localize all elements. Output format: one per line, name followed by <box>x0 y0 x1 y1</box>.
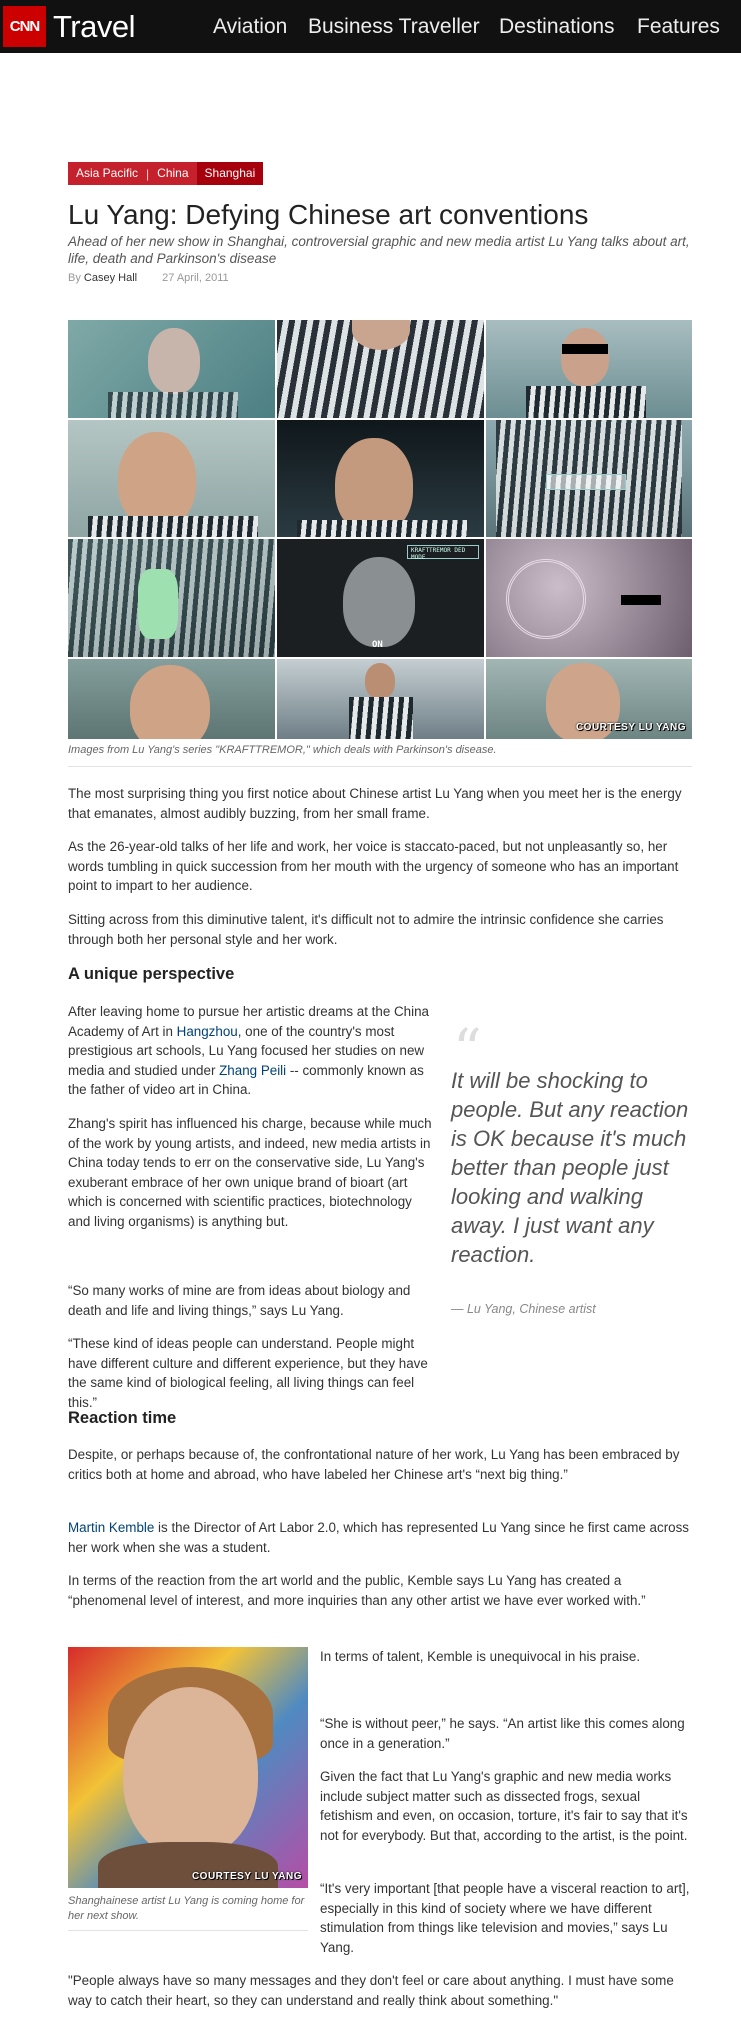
face-shape <box>130 665 210 739</box>
hud-label: KRAFTTREMOR DED MODE <box>407 545 479 559</box>
grid-image-5 <box>277 420 484 537</box>
section-heading-reaction-time: Reaction time <box>68 1409 177 1427</box>
chin-shape <box>352 320 410 350</box>
text-span: is the Director of Art Labor 2.0, which has represented Lu Yang since he first came across her work when she was a student. <box>68 1520 689 1555</box>
grid-image-3 <box>486 320 692 418</box>
shirt-shape <box>526 386 646 418</box>
nav-destinations[interactable]: Destinations <box>499 15 615 38</box>
text-span: After leaving home to pursue her artistic dreams at the China Academy of Art in <box>68 1004 429 1039</box>
link-hangzhou[interactable]: Hangzhou <box>176 1023 238 1039</box>
paragraph-4 <box>68 1002 435 1100</box>
breadcrumb <box>68 162 263 185</box>
nav-features[interactable]: Features <box>637 15 720 38</box>
face-shape <box>148 328 200 394</box>
grid-image-9 <box>486 539 692 657</box>
face-shape <box>118 432 196 528</box>
shirt-shape <box>88 516 258 537</box>
paragraph-3: Sitting across from this diminutive talent, it's difficult not to admire the intrinsic confidence she carries through both her personal style and her work. <box>68 912 664 947</box>
hud-on-label: ON <box>372 640 383 650</box>
paragraph-8: Despite, or perhaps because of, the confrontational nature of her work, Lu Yang has been embraced by critics both at home and abroad, who have labeled her Chinese art's “next big thing.” <box>68 1447 680 1482</box>
image-caption: Images from Lu Yang's series "KRAFTTREMOR," which deals with Parkinson's disease. <box>68 744 497 756</box>
paragraph-15: "People always have so many messages and they don't feel or care about anything. I must have some way to catch their heart, so they can understand and really think about something." <box>68 1973 674 2008</box>
cnn-logo[interactable]: CNN <box>3 6 46 47</box>
quote-mark-icon: “ <box>453 1018 482 1083</box>
paragraph-1: The most surprising thing you first notice about Chinese artist Lu Yang when you meet her is the energy that emanates, almost audibly buzzing, from her small frame. <box>68 786 682 821</box>
paragraph-7: “These kind of ideas people can understand. People might have different culture and different experience, but they have the same kind of biological feeling, all living things can feel this.” <box>68 1336 428 1410</box>
grid-image-12 <box>486 659 692 739</box>
tag-separator: | <box>146 166 150 181</box>
grid-image-7 <box>68 539 275 657</box>
paragraph-14: “It's very important [that people have a visceral reaction to art], especially in this kind of society where we have different stimulation from things like television and movies,” says Lu Yang. <box>320 1881 690 1955</box>
nav-business-traveller[interactable]: Business Traveller <box>308 15 480 38</box>
divider <box>68 1930 308 1931</box>
portrait-caption: Shanghainese artist Lu Yang is coming home for her next show. <box>68 1895 305 1922</box>
face-shape <box>365 663 395 699</box>
grid-image-6 <box>486 420 692 537</box>
grid-image-10 <box>68 659 275 739</box>
text-span: -- commonly known as the father of video art in China. <box>68 1062 424 1097</box>
paragraph-9 <box>68 1518 693 1557</box>
tag-asia-pacific[interactable]: Asia Pacific <box>76 166 139 180</box>
publish-date: 27 April, 2011 <box>162 272 229 284</box>
grid-image-4 <box>68 420 275 537</box>
device-shape <box>546 474 626 490</box>
link-martin-kemble[interactable]: Martin Kemble <box>68 1520 155 1535</box>
byline <box>68 272 229 284</box>
paragraph-6: “So many works of mine are from ideas about biology and death and life and living things,” says Lu Yang. <box>68 1283 411 1318</box>
face-shape <box>123 1687 258 1857</box>
article-title: Lu Yang: Defying Chinese art conventions <box>68 199 589 230</box>
nav-aviation[interactable]: Aviation <box>213 15 288 38</box>
circle-shape <box>506 559 586 639</box>
paragraph-13: Given the fact that Lu Yang's graphic and new media works include subject matter such as dissected frogs, sexual fetishism and even, on occasion, torture, it's fair to say that it's not for everybody. But that, according to the artist, is the point. <box>320 1769 688 1843</box>
lu-yang-portrait[interactable] <box>68 1647 308 1888</box>
face-shape <box>343 557 415 647</box>
pull-quote: It will be shocking to people. But any reaction is OK because it's much better than people just looking and walking away. I just want any reaction. <box>451 1068 689 1267</box>
link-zhang-peili[interactable]: Zhang Peili <box>219 1062 287 1078</box>
top-nav-bar <box>0 0 741 53</box>
pull-quote-attribution: — Lu Yang, Chinese artist <box>451 1302 596 1316</box>
section-heading-unique-perspective: A unique perspective <box>68 965 235 983</box>
travel-brand[interactable]: Travel <box>53 9 135 44</box>
shirt-shape <box>108 392 238 418</box>
image-credit: COURTESY LU YANG <box>575 722 686 733</box>
paragraph-10: In terms of the reaction from the art world and the public, Kemble says Lu Yang has created a “phenomenal level of interest, and more inquiries than any other artist we have ever worked with.” <box>68 1573 646 1608</box>
shirt-shape <box>297 520 467 537</box>
face-shape <box>561 328 609 386</box>
censor-bar <box>621 595 661 605</box>
krafttremor-image-grid[interactable] <box>68 320 692 737</box>
grid-image-11 <box>277 659 484 739</box>
tag-china[interactable]: China <box>157 166 189 180</box>
by-label: By <box>68 272 81 284</box>
jar-shape <box>138 569 178 639</box>
tag-shanghai[interactable]: Shanghai <box>197 162 264 185</box>
paragraph-11: In terms of talent, Kemble is unequivocal in his praise. <box>320 1649 641 1664</box>
shirt-shape <box>349 697 413 739</box>
grid-image-1 <box>68 320 275 418</box>
portrait-credit: COURTESY LU YANG <box>191 1871 302 1882</box>
divider <box>68 766 692 767</box>
censor-bar <box>562 344 608 354</box>
article-subtitle: Ahead of her new show in Shanghai, controversial graphic and new media artist Lu Yang talks about art, life, death and Parkinson's disease <box>68 234 690 266</box>
grid-image-8 <box>277 539 484 657</box>
paragraph-12: “She is without peer,” he says. “An artist like this comes along once in a generation.” <box>320 1716 685 1751</box>
grid-image-2 <box>277 320 484 418</box>
paragraph-5: Zhang's spirit has influenced his charge, because while much of the work by young artists, and indeed, new media artists in China today tends to err on the conservative side, Lu Yang's exuberant embrace of her own unique brand of bioart (art which is concerned with scientific practices, biotechnology and living organisms) is anything but. <box>68 1116 432 1229</box>
author-name[interactable]: Casey Hall <box>83 272 138 284</box>
text-span: , one of the country's most prestigious art schools, Lu Yang focused her studies on new media and studied under <box>68 1023 425 1078</box>
paragraph-2: As the 26-year-old talks of her life and work, her voice is staccato-paced, but not unpleasantly so, her words tumbling in quick succession from her mouth with the urgency of someone who has an important point to impart to her audience. <box>68 839 679 893</box>
